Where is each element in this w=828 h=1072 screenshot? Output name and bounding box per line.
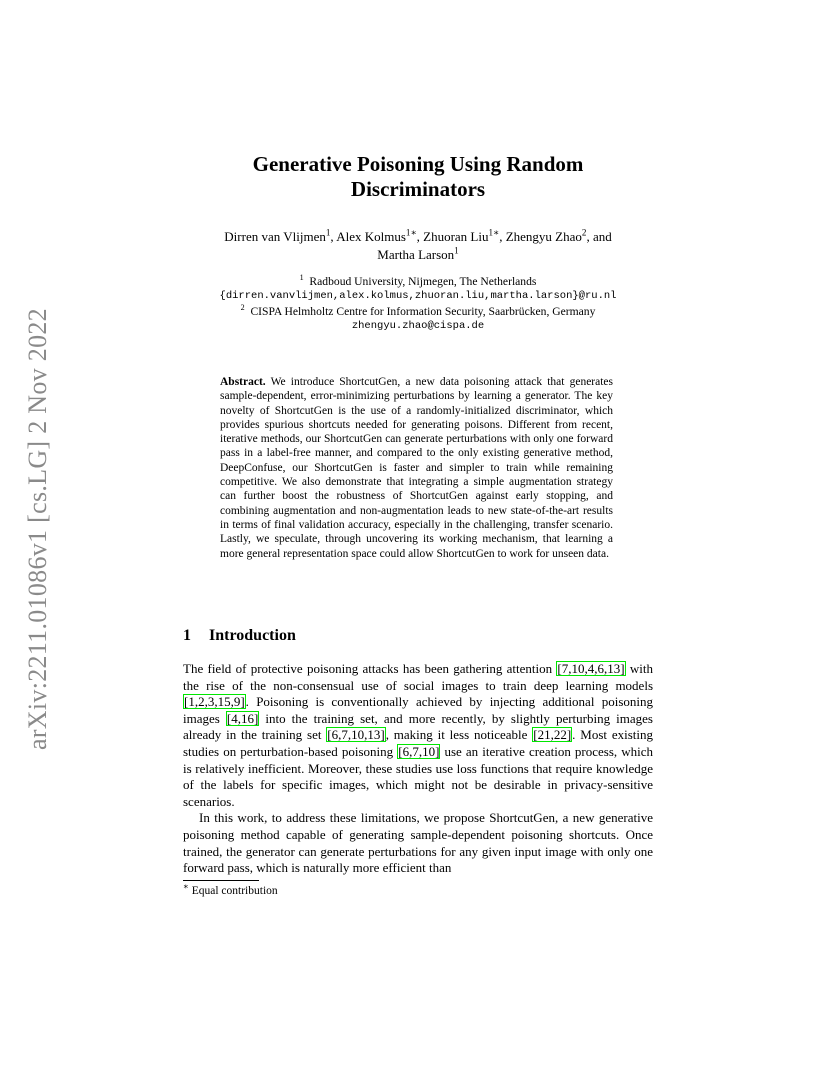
section-number: 1 <box>183 627 191 644</box>
title-line-2: Discriminators <box>350 177 486 201</box>
author-name: Dirren van Vlijmen <box>224 229 326 244</box>
affiliation-2 <box>180 304 656 319</box>
affiliation-text: Radboud University, Nijmegen, The Netherlands <box>309 275 537 288</box>
affiliation-text: CISPA Helmholtz Centre for Information Security, Saarbrücken, Germany <box>250 305 596 318</box>
author-name: Zhuoran Liu <box>423 229 489 244</box>
author-affiliation-mark: 1 <box>454 245 459 256</box>
arxiv-identifier: arXiv:2211.01086v1 [cs.LG] 2 Nov 2022 <box>23 308 52 750</box>
footnote-rule <box>183 880 259 881</box>
text-run: with the rise of the non-consensual use of social images to train deep learning models <box>183 661 653 693</box>
text-run: The field of protective poisoning attacks has been gathering attention <box>183 661 557 676</box>
citation-link[interactable]: [6,7,10] <box>398 743 440 759</box>
affiliation-number: 2 <box>240 303 245 313</box>
author-name: Martha Larson <box>377 247 455 262</box>
affiliation-number: 1 <box>299 273 304 283</box>
citation-link[interactable]: [1,2,3,15,9] <box>184 694 245 710</box>
footnote <box>183 881 653 899</box>
author-affiliation-mark: 2 <box>581 227 587 238</box>
citation-link[interactable]: [6,7,10,13] <box>327 727 385 743</box>
paragraph-1 <box>183 661 653 810</box>
citation-link[interactable]: [21,22] <box>533 727 572 743</box>
author-affiliation-mark: 1∗ <box>488 227 500 238</box>
abstract-label: Abstract. <box>220 376 266 388</box>
section-heading <box>183 627 653 645</box>
paragraph-2: In this work, to address these limitations, we propose ShortcutGen, a new generative poisoning method capable of generating sample-dependent poisoning shortcuts. Once trained, the generator can generate perturbations for any given input image with only one forward pass, which is naturally more efficient than <box>183 810 653 876</box>
abstract <box>220 375 613 561</box>
citation-link[interactable]: [7,10,4,6,13] <box>557 661 625 676</box>
text-run: , making it less noticeable <box>385 727 533 743</box>
footnote-text: Equal contribution <box>191 885 278 897</box>
text-run: into the training set, and more recently, by slightly perturbing images already in the training set <box>183 710 653 743</box>
abstract-text: We introduce ShortcutGen, a new data poisoning attack that generates sample-dependent, error-minimizing perturbations by learning a generator. The key novelty of ShortcutGen is the use of a randomly-initialized discriminator, which provides spurious shortcuts needed for generating poisons. Different from recent, iterative methods, our ShortcutGen can generate perturbations with only one forward pass in a label-free manner, and compared to the only existing generative method, DeepConfuse, our ShortcutGen is faster and simpler to train while remaining competitive. We also demonstrate that integrating a simple augmentation strategy can further boost the robustness of ShortcutGen against early stopping, and combining augmentation and non-augmentation leads to new state-of-the-art results in terms of final validation accuracy, especially in the challenging, transfer scenario. Lastly, we speculate, through uncovering its working mechanism, that learning a more general representation space could allow ShortcutGen to work for unseen data. <box>220 376 614 560</box>
citation-link[interactable]: [4,16] <box>226 710 259 726</box>
section-title: Introduction <box>209 627 296 644</box>
text-run: . Most existing studies on perturbation-based poisoning <box>183 727 653 759</box>
body-text <box>183 661 653 877</box>
affiliation-1-emails: {dirren.vanvlijmen,alex.kolmus,zhuoran.liu,martha.larson}@ru.nl <box>219 290 617 302</box>
author-conjunction: and <box>592 229 612 244</box>
text-run: use an iterative creation process, which is relatively inefficient. Moreover, these studies use loss functions that require knowledge of the labels for specific images, which might not be desirable in privacy-sensitive scenarios. <box>183 743 654 809</box>
affiliation-2-email: zhengyu.zhao@cispa.de <box>351 320 485 332</box>
author-affiliation-mark: 1∗ <box>405 227 417 238</box>
affiliations <box>180 274 656 334</box>
footnote-mark: ∗ <box>183 881 189 892</box>
paper-title <box>180 152 656 202</box>
author-name: Alex Kolmus <box>336 229 406 244</box>
text-run: . Poisoning is conventionally achieved by injecting additional poisoning images <box>183 694 653 726</box>
affiliation-1 <box>180 274 656 289</box>
author-name: Zhengyu Zhao <box>505 229 582 244</box>
author-list: Dirren van Vlijmen$^1$, Alex Kolmus$^{1∗}$, Zhuoran Liu$^{1∗}$, Zhengyu Zhao$^2$, and Martha Larson$^1$ <box>224 227 612 262</box>
title-line-1: Generative Poisoning Using Random <box>252 152 584 176</box>
author-affiliation-mark: 1 <box>325 227 331 238</box>
